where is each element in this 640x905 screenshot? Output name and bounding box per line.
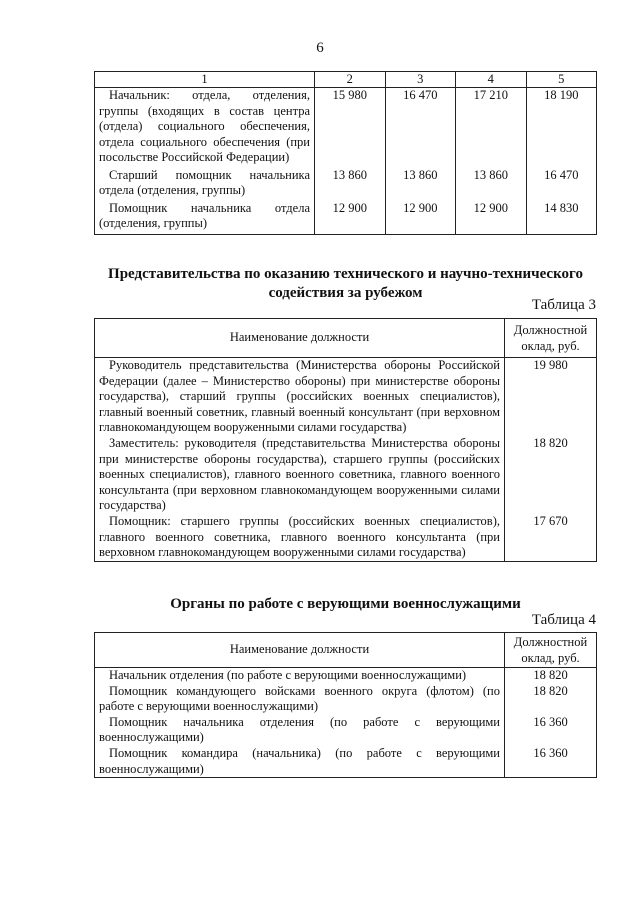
salary-value: 16 360 <box>505 715 597 746</box>
salary-table-4 <box>94 632 597 778</box>
section-title: Органы по работе с верующими военнослужащими <box>170 596 521 612</box>
table-row <box>95 668 597 684</box>
column-header: 1 <box>95 72 315 88</box>
table-row <box>95 514 597 561</box>
salary-table-3 <box>94 318 597 562</box>
section-title <box>94 265 597 303</box>
salary-value: 12 900 <box>385 201 456 235</box>
position-name: Начальник отделения (по работе с верующими военнослужащими) <box>95 668 505 684</box>
salary-value: 18 820 <box>505 684 597 715</box>
position-name: Старший помощник начальника отдела (отделения, группы) <box>95 168 315 201</box>
table-row <box>95 684 597 715</box>
position-name: Начальник: отдела, отделения, группы (входящих в состав центра (отдела) социального обеспечения, отдела социального обеспечения (при посольстве Российской Федерации) <box>95 88 315 168</box>
table-row <box>95 168 597 201</box>
salary-value: 18 820 <box>505 668 597 684</box>
salary-value: 19 980 <box>505 358 597 436</box>
column-header-salary: Должностной оклад, руб. <box>505 319 597 358</box>
salary-value: 12 900 <box>456 201 527 235</box>
table-header-row <box>95 72 597 88</box>
position-name: Помощник: старшего группы (российских военных специалистов), главного военного советника, главного военного консультанта (при верховном главнокомандующем вооруженными силами государства) <box>95 514 505 561</box>
salary-value: 18 190 <box>526 88 597 168</box>
column-header: 3 <box>385 72 456 88</box>
column-header-position: Наименование должности <box>95 319 505 358</box>
salary-value: 13 860 <box>456 168 527 201</box>
column-header: 5 <box>526 72 597 88</box>
salary-value: 13 860 <box>385 168 456 201</box>
section-title-line: Представительства по оказанию технического и научно-технического <box>108 266 583 282</box>
table-header-row <box>95 319 597 358</box>
position-name: Заместитель: руководителя (представительства Министерства обороны при министерстве обороны государства), старшего группы (российских военных специалистов), главного военного советника, главного военного консультанта (при верховном главнокомандующем вооруженными силами государства) <box>95 436 505 514</box>
table-row <box>95 201 597 235</box>
table-row <box>95 358 597 436</box>
salary-value: 15 980 <box>315 88 386 168</box>
table-row <box>95 88 597 168</box>
salary-value: 17 670 <box>505 514 597 561</box>
column-header-position: Наименование должности <box>95 633 505 668</box>
column-header: 4 <box>456 72 527 88</box>
table-row <box>95 746 597 778</box>
table-header-row <box>95 633 597 668</box>
salary-value: 13 860 <box>315 168 386 201</box>
position-name: Помощник начальника отдела (отделения, группы) <box>95 201 315 235</box>
position-name: Помощник начальника отделения (по работе с верующими военнослужащими) <box>95 715 505 746</box>
table-caption: Таблица 3 <box>531 297 596 313</box>
table-row <box>95 436 597 514</box>
salary-value: 16 470 <box>526 168 597 201</box>
salary-value: 14 830 <box>526 201 597 235</box>
section-title-line: содействия за рубежом <box>268 285 423 301</box>
position-name: Руководитель представительства (Министерства обороны Российской Федерации (далее – Министерство обороны) при министерстве обороны государства), старший группы (российских военных специалистов), главный военный советник, главный военный консультант (при верховном главнокомандующем вооруженными силами государства) <box>95 358 505 436</box>
table-row <box>95 715 597 746</box>
salary-value: 16 470 <box>385 88 456 168</box>
salary-table-continued <box>94 71 597 235</box>
column-header-salary: Должностной оклад, руб. <box>505 633 597 668</box>
table-caption: Таблица 4 <box>531 612 596 628</box>
salary-value: 17 210 <box>456 88 527 168</box>
page-number: 6 <box>316 40 324 56</box>
position-name: Помощник командующего войсками военного округа (флотом) (по работе с верующими военнослужащими) <box>95 684 505 715</box>
salary-value: 12 900 <box>315 201 386 235</box>
column-header: 2 <box>315 72 386 88</box>
salary-value: 16 360 <box>505 746 597 778</box>
position-name: Помощник командира (начальника) (по работе с верующими военнослужащими) <box>95 746 505 778</box>
salary-value: 18 820 <box>505 436 597 514</box>
